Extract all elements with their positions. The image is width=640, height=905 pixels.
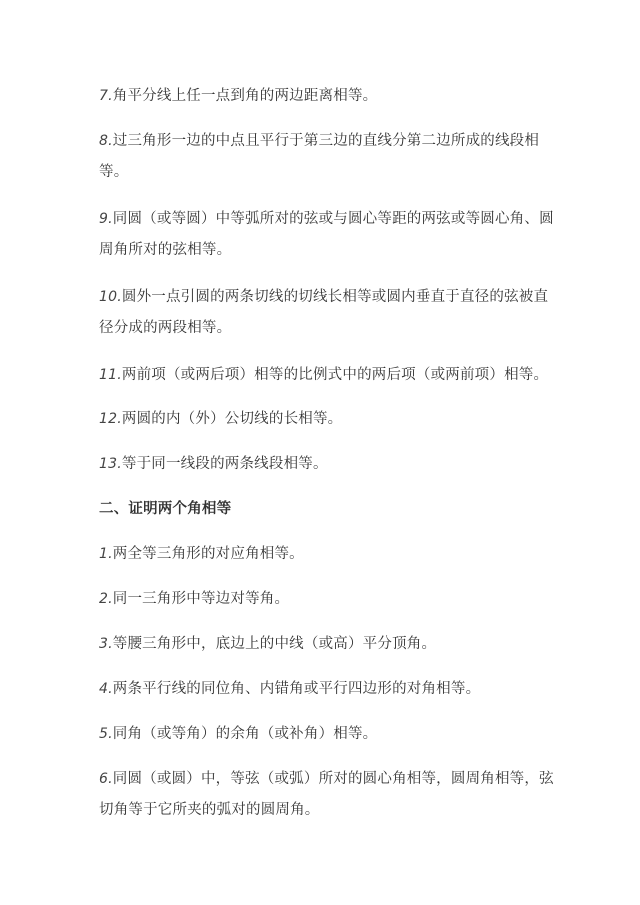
item-number: 5.: [99, 726, 113, 742]
item-text: 同圆（或等圆）中等弧所对的弦或与圆心等距的两弦或等圆心角、圆: [112, 211, 554, 227]
list-item-continuation: [99, 162, 549, 182]
list-item-continuation: [99, 800, 549, 820]
item-number: 6.: [99, 771, 113, 787]
list-item: [99, 679, 549, 699]
item-number: 12.: [99, 411, 122, 427]
item-number: 9.: [99, 211, 113, 227]
item-text: 同一三角形中等边对等角。: [112, 591, 290, 607]
list-item-continuation: [99, 318, 549, 338]
item-number: 13.: [99, 456, 122, 472]
list-item: [99, 589, 549, 609]
list-item: [99, 724, 549, 744]
list-item: [99, 287, 549, 307]
list-item: [99, 131, 549, 151]
item-text: 切角等于它所夹的弧对的圆周角。: [99, 802, 320, 818]
item-number: 3.: [99, 636, 113, 652]
list-item-continuation: [99, 240, 549, 260]
section-heading: 二、证明两个角相等: [99, 501, 232, 517]
item-number: 4.: [99, 681, 113, 697]
list-item: [99, 454, 549, 474]
item-text: 角平分线上任一点到角的两边距离相等。: [112, 88, 378, 104]
item-number: 10.: [99, 289, 122, 305]
item-number: 1.: [99, 546, 113, 562]
item-text: 等腰三角形中，底边上的中线（或高）平分顶角。: [112, 636, 437, 652]
list-item: [99, 634, 549, 654]
item-number: 2.: [99, 591, 113, 607]
item-number: 11.: [99, 367, 122, 383]
list-item: [99, 409, 549, 429]
list-item: [99, 86, 549, 106]
item-text: 同圆（或圆）中，等弦（或弧）所对的圆心角相等，圆周角相等，弦: [112, 771, 554, 787]
list-item: [99, 365, 549, 385]
item-text: 圆外一点引圆的两条切线的切线长相等或圆内垂直于直径的弦被直: [121, 289, 549, 305]
list-item: [99, 769, 554, 789]
item-text: 过三角形一边的中点且平行于第三边的直线分第二边所成的线段相: [112, 133, 540, 149]
item-text: 等。: [99, 164, 129, 180]
item-text: 两条平行线的同位角、内错角或平行四边形的对角相等。: [112, 681, 481, 697]
item-text: 两圆的内（外）公切线的长相等。: [121, 411, 343, 427]
item-text: 等于同一线段的两条线段相等。: [121, 456, 328, 472]
item-text: 两全等三角形的对应角相等。: [112, 546, 304, 562]
item-text: 径分成的两段相等。: [99, 320, 232, 336]
list-item: [99, 209, 554, 229]
item-number: 7.: [99, 88, 113, 104]
list-item: [99, 544, 549, 564]
item-text: 同角（或等角）的余角（或补角）相等。: [112, 726, 378, 742]
item-text: 周角所对的弦相等。: [99, 242, 232, 258]
item-text: 两前项（或两后项）相等的比例式中的两后项（或两前项）相等。: [121, 367, 549, 383]
item-number: 8.: [99, 133, 113, 149]
